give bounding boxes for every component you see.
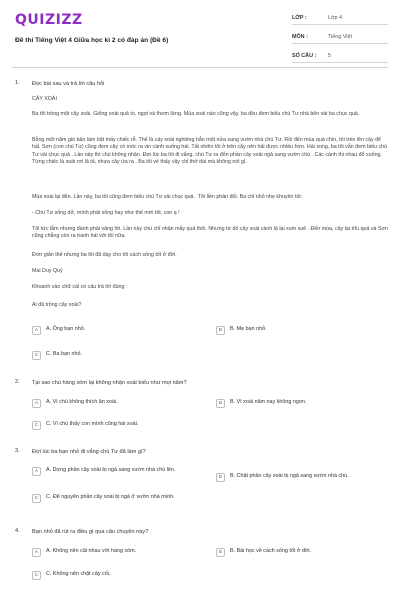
meta-value: Tiếng Việt (328, 34, 352, 40)
option-letter-box: A (32, 548, 41, 557)
option-text: A. Dựng phần cây xoài bị ngả sang vườn nhà chú lên. (46, 467, 176, 473)
option-letter-box: A (32, 467, 41, 476)
passage-author: Mai Duy Quý (32, 268, 63, 274)
option-text: C. Ba bạn nhỏ. (46, 351, 82, 357)
meta-row-grade (292, 12, 388, 25)
question-prompt: Bạn nhỏ đã rút ra điều gì qua câu chuyện này? (32, 529, 149, 535)
question-number: 2. (15, 379, 20, 385)
option-letter-box: B (216, 326, 225, 335)
answer-option-b[interactable] (216, 548, 386, 557)
option-text: A. Ông bạn nhỏ. (46, 326, 86, 332)
option-text: B. Mẹ bạn nhỏ. (230, 326, 267, 332)
answer-option-c[interactable] (32, 421, 202, 430)
option-text: A. Không nên cãi nhau với hàng xóm. (46, 548, 137, 554)
option-text: B. Bài học về cách sống tốt ở đời. (230, 548, 312, 554)
meta-label: SỐ CÂU : (292, 53, 317, 59)
passage-paragraph: Tôi tức lắm nhưng đành phải vâng lời. Lần này chú chỉ nhận mấy quả thôi. Nhưng từ đó cây xoài cành lá lại xum xuê . Đến mùa, cây lại trĩu quả và Sơn cũng chẳng còn ra tranh hái với tôi nữa. (32, 226, 388, 240)
option-letter-box: B (216, 399, 225, 408)
answer-option-a[interactable] (32, 467, 212, 476)
passage-title: CÂY XOÀI (32, 96, 57, 102)
passage-paragraph: Mùa xoài lại đến. Lần này, ba tôi cũng đem biếu chú Tư vài chục quả . Tôi liền phản đối. Ba chỉ nhỏ nhẹ khuyên tôi: (32, 194, 303, 200)
option-text: A. Vì chú không thích ăn xoài. (46, 399, 118, 405)
meta-row-subject (292, 31, 388, 44)
option-text: B. Chặt phần cây xoài bị ngả sang vườn nhà chú. (230, 473, 349, 479)
option-text: C. Để nguyên phần cây xoài bị ngả ở vườn nhà mình. (46, 494, 175, 500)
quizizz-logo: QUIZIZZ (15, 12, 83, 28)
option-letter-box: A (32, 326, 41, 335)
question-number: 1. (15, 80, 20, 86)
passage-paragraph: - Chú Tư sống dở, mình phải sống hay như thế mới tốt, con ạ ! (32, 210, 180, 216)
option-letter-box: C (32, 351, 41, 360)
passage-paragraph: Ba tôi trồng một cây xoài. Giống xoài quả to, ngọt và thơm lừng. Mùa xoài nào cũng vậy, ba đều đem biếu chú Tư nhà bên vài ba chục quả. (32, 111, 360, 117)
answer-option-b[interactable] (216, 326, 386, 335)
option-letter-box: C (32, 494, 41, 503)
answer-option-c[interactable] (32, 494, 212, 503)
answer-option-c[interactable] (32, 351, 202, 360)
header-divider (12, 67, 388, 68)
option-letter-box: A (32, 399, 41, 408)
question-prompt: Đợi lúc ba bạn nhỏ đi vắng chú Tư đã làm gì? (32, 449, 146, 455)
answer-option-a[interactable] (32, 548, 202, 557)
answer-option-b[interactable] (216, 473, 388, 482)
option-letter-box: C (32, 571, 41, 580)
answer-option-b[interactable] (216, 399, 386, 408)
option-text: C. Không nên chặt cây cối. (46, 571, 111, 577)
question-number: 3. (15, 448, 20, 454)
meta-label: MÔN : (292, 34, 308, 40)
answer-option-c[interactable] (32, 571, 202, 580)
question-prompt: Tại sao chú hàng xóm lại không nhận xoài biếu như mọi năm? (32, 380, 187, 386)
question-number: 4. (15, 528, 20, 534)
meta-value: 5 (328, 53, 331, 59)
option-letter-box: C (32, 421, 41, 430)
meta-box (292, 12, 388, 69)
page-title: Đề thi Tiếng Việt 4 Giữa học kì 2 có đáp án (Đề 6) (15, 37, 169, 44)
meta-value: Lớp 4 (328, 15, 343, 21)
answer-option-a[interactable] (32, 326, 202, 335)
option-text: C. Vì chú thấy con mình cũng hái xoài. (46, 421, 139, 427)
question-prompt: Đọc bài sau và trả lời câu hỏi (32, 81, 105, 87)
passage-paragraph: Bỗng một năm gió bão làm bật mấy chiếc rễ. Thế là cây xoài nghiêng hẳn một nửa sang vườn nhà chú Tư. Rồi đến mùa quả chín, tôi trèo lên cây để hái. Sơn (con chú Tư) cũng đem cây cò móc ra vin cành xuống hái. Tất nhiên tôi ở trên cây nên hái được nhiều hơn. Hái xong, ba tôi vẫn đem biếu chú Tư vài chục quả . Lần này thì chú không nhận. Đợi lúc ba tôi đi vắng, chú Tư ra đốn phần cây xoài ngả sang vườn chú . Các cành thi nhau đổ xuống. Từng chiếc lá xoài rơi lả tả, nhựa cây ứa ra . Ba tôi về thấy vậy chỉ thở dài mà không nói gì. (32, 137, 387, 166)
option-text: B. Vì xoài năm nay không ngon. (230, 399, 307, 405)
meta-label: LỚP : (292, 15, 307, 21)
meta-row-count (292, 50, 388, 63)
option-letter-box: B (216, 548, 225, 557)
sub-question: Ai đã trồng cây xoài? (32, 302, 82, 308)
passage-paragraph: Đơn giản thế nhưng ba tôi đã dạy cho tôi cách sống tốt ở đời. (32, 252, 177, 258)
answer-option-a[interactable] (32, 399, 202, 408)
option-letter-box: B (216, 473, 225, 482)
instruction-text: Khoanh vào chữ cái có câu trả lời đúng : (32, 284, 128, 290)
